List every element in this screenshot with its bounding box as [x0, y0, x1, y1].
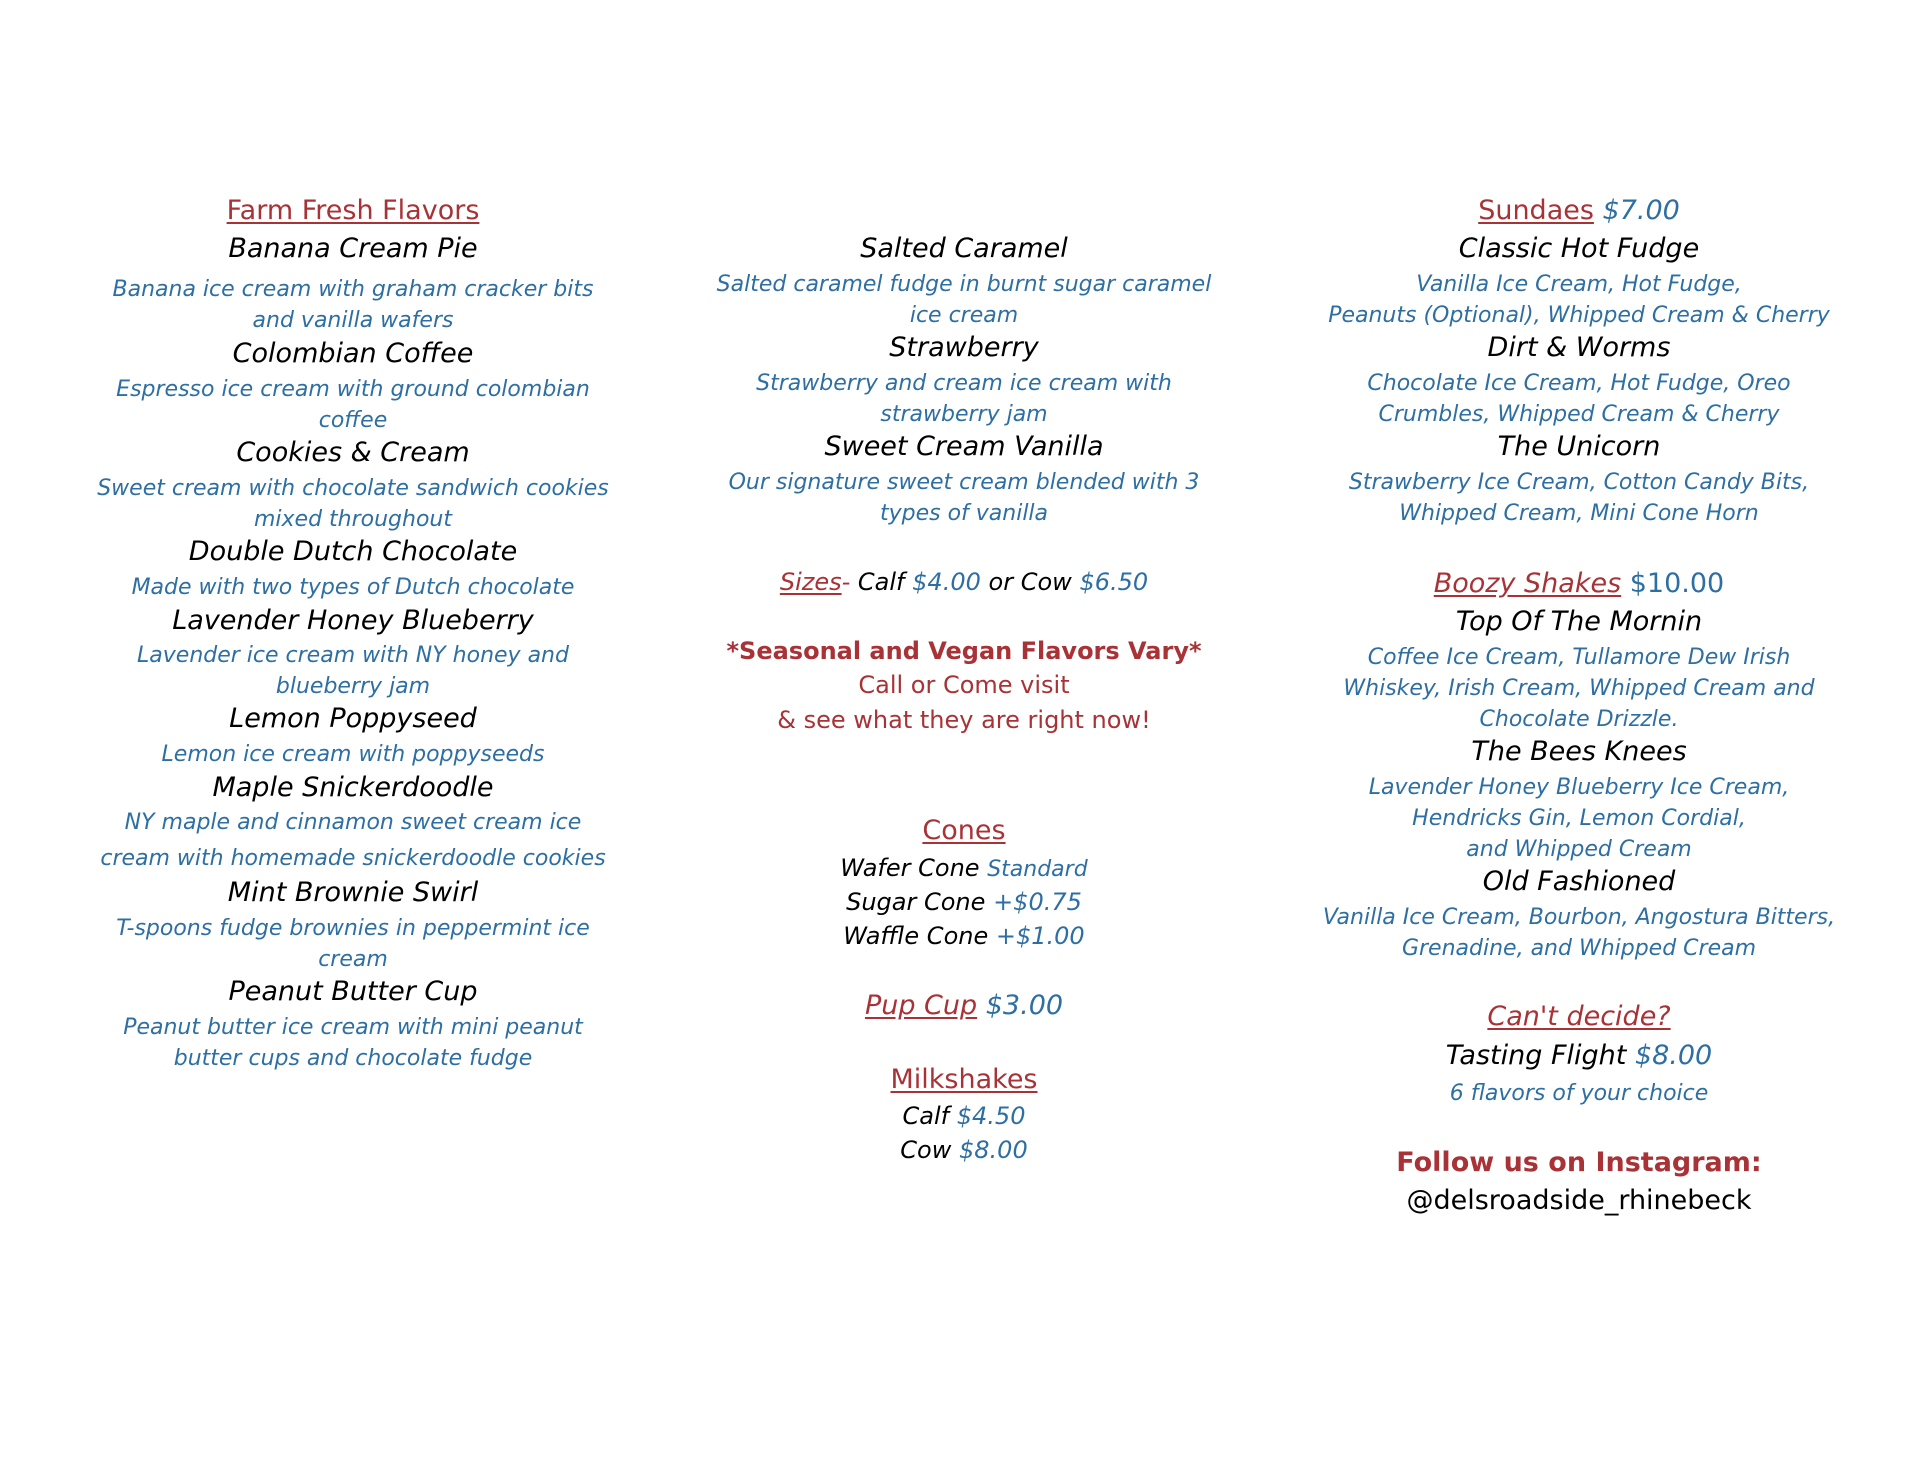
sizes-label: Sizes: [779, 568, 842, 596]
flavor-desc: Sweet cream with chocolate sandwich cookies: [97, 476, 609, 501]
cone-name: Wafer Cone: [840, 854, 980, 882]
tasting-flight-line: [1279, 1040, 1879, 1071]
milkshakes-heading: Milkshakes: [890, 1064, 1038, 1095]
flavor-name: Strawberry: [889, 332, 1039, 363]
boozy-heading-line: [1279, 568, 1879, 599]
flavor-name: Lemon Poppyseed: [229, 703, 477, 734]
boozy-desc: Grenadine, and Whipped Cream: [1401, 936, 1757, 961]
sundae-desc: Strawberry Ice Cream, Cotton Candy Bits,: [1348, 470, 1810, 495]
boozy-name: Old Fashioned: [1482, 866, 1676, 897]
flavor-name: Colombian Coffee: [232, 338, 474, 369]
sundae-desc: Vanilla Ice Cream, Hot Fudge,: [1416, 272, 1742, 297]
cone-name: Sugar Cone: [846, 888, 986, 916]
milkshake-item: [664, 1136, 1264, 1164]
flavor-desc: cream: [318, 947, 388, 972]
flavor-desc: NY maple and cinnamon sweet cream ice: [124, 810, 582, 835]
seasonal-headline: *Seasonal and Vegan Flavors Vary*: [726, 637, 1202, 665]
boozy-price: $10.00: [1629, 568, 1725, 599]
or-label: or: [988, 568, 1014, 596]
sizes-line: [664, 568, 1264, 596]
flavor-desc: blueberry jam: [275, 674, 431, 699]
calf-price: $4.00: [912, 568, 981, 596]
sundae-desc: Whipped Cream, Mini Cone Horn: [1399, 501, 1759, 526]
flavor-name: Banana Cream Pie: [228, 233, 478, 264]
flavor-desc: strawberry jam: [880, 402, 1048, 427]
sundaes-price: $7.00: [1602, 195, 1680, 226]
cone-price: +$0.75: [993, 888, 1082, 916]
boozy-desc: Lavender Honey Blueberry Ice Cream,: [1368, 775, 1790, 800]
sundae-desc: Peanuts (Optional), Whipped Cream & Cherry: [1328, 303, 1830, 328]
sundae-desc: Chocolate Ice Cream, Hot Fudge, Oreo: [1367, 371, 1791, 396]
flavor-desc: T-spoons fudge brownies in peppermint ice: [116, 916, 590, 941]
cone-item: [664, 888, 1264, 916]
flavor-desc: cream with homemade snickerdoodle cookies: [100, 846, 606, 871]
boozy-desc: Vanilla Ice Cream, Bourbon, Angostura Bitters,: [1322, 905, 1836, 930]
flavor-desc: Strawberry and cream ice cream with: [756, 371, 1172, 396]
flavor-name: Double Dutch Chocolate: [188, 536, 518, 567]
cone-item: [664, 922, 1264, 950]
instagram-label: Follow us on Instagram:: [1396, 1147, 1762, 1178]
boozy-desc: Coffee Ice Cream, Tullamore Dew Irish: [1367, 645, 1791, 670]
sundaes-heading: Sundaes: [1478, 195, 1594, 226]
cones-heading: Cones: [922, 815, 1006, 846]
sundaes-heading-line: [1279, 195, 1879, 226]
boozy-desc: Whiskey, Irish Cream, Whipped Cream and: [1343, 676, 1815, 701]
calf-label: Calf: [857, 568, 905, 596]
flavor-desc: Salted caramel fudge in burnt sugar caramel: [716, 272, 1212, 297]
sundae-name: The Unicorn: [1497, 431, 1661, 462]
boozy-desc: Hendricks Gin, Lemon Cordial,: [1412, 806, 1746, 831]
boozy-name: The Bees Knees: [1471, 736, 1687, 767]
flavor-desc: Banana ice cream with graham cracker bits: [112, 277, 594, 302]
pup-cup-line: [664, 990, 1264, 1021]
farm-fresh-heading: Farm Fresh Flavors: [226, 195, 480, 226]
sizes-dash: -: [841, 568, 851, 596]
tasting-flight-name: Tasting Flight: [1445, 1040, 1627, 1071]
milkshake-price: $4.50: [956, 1102, 1026, 1130]
sundae-name: Dirt & Worms: [1487, 332, 1671, 363]
flavor-name: Maple Snickerdoodle: [212, 772, 494, 803]
cone-price: +$1.00: [995, 922, 1085, 950]
flavor-desc: Lavender ice cream with NY honey and: [137, 643, 569, 668]
flavor-name: Cookies & Cream: [236, 437, 470, 468]
flavor-name: Peanut Butter Cup: [228, 976, 478, 1007]
flavor-desc: types of vanilla: [879, 501, 1049, 526]
pup-cup-price: $3.00: [985, 990, 1064, 1021]
milkshake-name: Calf: [902, 1102, 950, 1130]
sundae-name: Classic Hot Fudge: [1458, 233, 1700, 264]
milkshake-price: $8.00: [959, 1136, 1028, 1164]
flavor-desc: and vanilla wafers: [252, 308, 454, 333]
flavor-desc: Our signature sweet cream blended with 3: [728, 470, 1200, 495]
flavor-desc: Espresso ice cream with ground colombian: [116, 377, 590, 402]
instagram-handle[interactable]: @delsroadside_rhinebeck: [1406, 1185, 1752, 1216]
flavor-desc: Lemon ice cream with poppyseeds: [161, 742, 545, 767]
flavor-name: Lavender Honey Blueberry: [172, 605, 534, 636]
flavor-name: Mint Brownie Swirl: [227, 877, 479, 908]
tasting-flight-price: $8.00: [1634, 1040, 1713, 1071]
flavor-desc: ice cream: [909, 303, 1019, 328]
flavor-desc: mixed throughout: [253, 507, 452, 532]
seasonal-line-2: & see what they are right now!: [777, 706, 1151, 734]
flavor-desc: butter cups and chocolate fudge: [173, 1046, 533, 1071]
milkshake-item: [664, 1102, 1264, 1130]
flavor-name: Sweet Cream Vanilla: [824, 431, 1104, 462]
flavor-desc: Peanut butter ice cream with mini peanut: [123, 1015, 583, 1040]
cone-name: Waffle Cone: [843, 922, 989, 950]
milkshake-name: Cow: [900, 1136, 952, 1164]
flavor-name: Salted Caramel: [860, 233, 1068, 264]
boozy-name: Top Of The Mornin: [1455, 606, 1703, 637]
cant-decide-heading: Can't decide?: [1487, 1001, 1671, 1032]
tasting-flight-desc: 6 flavors of your choice: [1449, 1081, 1709, 1106]
cone-item: [664, 854, 1264, 882]
sundae-desc: Crumbles, Whipped Cream & Cherry: [1378, 402, 1780, 427]
seasonal-line-1: Call or Come visit: [858, 671, 1070, 699]
cone-price: Standard: [987, 857, 1088, 882]
flavor-desc: Made with two types of Dutch chocolate: [131, 575, 575, 600]
cow-label: Cow: [1020, 568, 1072, 596]
boozy-desc: Chocolate Drizzle.: [1479, 707, 1679, 732]
flavor-desc: coffee: [318, 408, 388, 433]
boozy-desc: and Whipped Cream: [1466, 837, 1692, 862]
cow-price: $6.50: [1079, 568, 1149, 596]
boozy-heading: Boozy Shakes: [1433, 568, 1622, 599]
pup-cup-label: Pup Cup: [864, 990, 978, 1021]
